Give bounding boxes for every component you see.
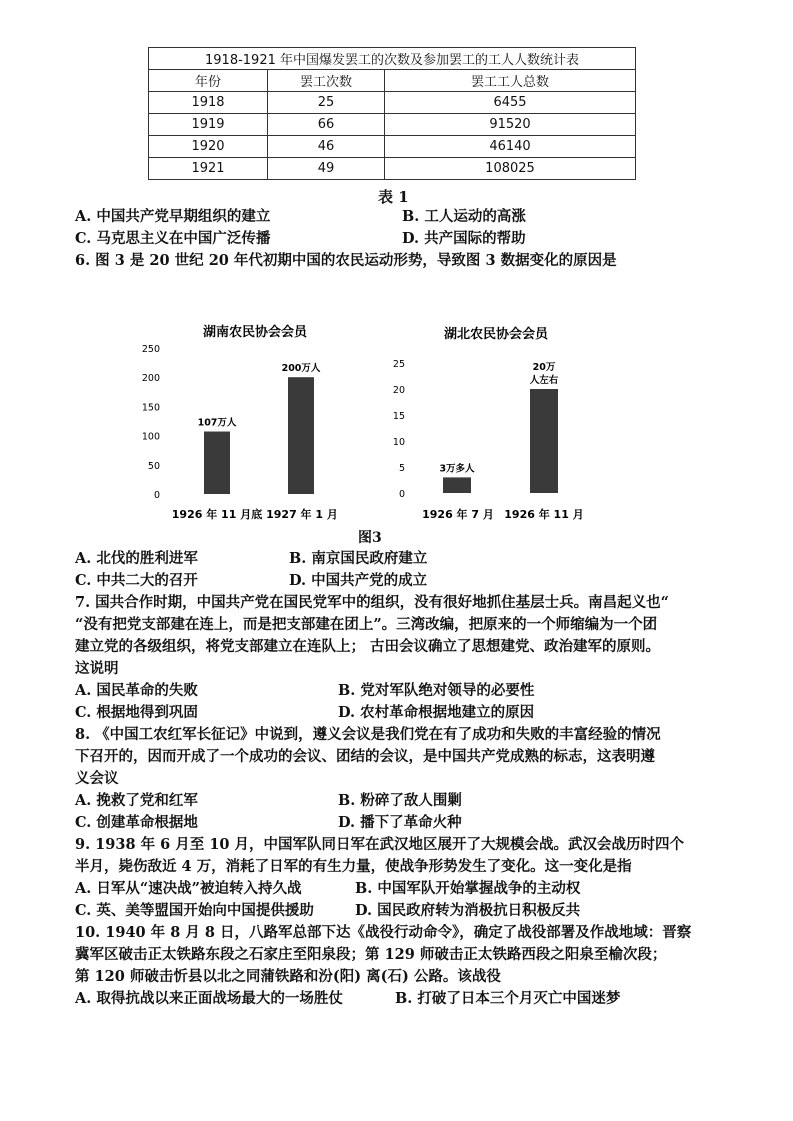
bar-data-label: 20万	[532, 362, 556, 373]
q10-option-b: B. 打破了日本三个月灭亡中国迷梦	[395, 990, 621, 1007]
table-cell: 49	[268, 158, 385, 180]
q10-stem-line-1: 10. 1940 年 8 月 8 日，八路军总部下达《战役行动命令》，确定了战役部署及作战地域：晋察	[75, 924, 692, 941]
y-tick-label: 0	[398, 489, 405, 500]
q8-option-a: A. 挽救了党和红军	[75, 792, 198, 809]
table-cell: 1921	[149, 158, 268, 180]
y-tick-label: 100	[141, 431, 160, 443]
chart-hubei	[393, 326, 584, 521]
q8-stem-line-3: 义会议	[75, 770, 119, 787]
table-row	[149, 114, 636, 136]
q9-stem-line-2: 半月，毙伤敌近 4 万，消耗了日军的有生力量，使战争形势发生了变化。这一变化是指	[75, 858, 632, 875]
y-tick-label: 5	[398, 463, 405, 474]
y-tick-label: 25	[392, 359, 405, 370]
bar-data-label: 200万人	[281, 363, 321, 375]
q7-option-a: A. 国民革命的失败	[75, 682, 198, 699]
q6-stem: 6. 图 3 是 20 世纪 20 年代初期中国的农民运动形势，导致图 3 数据变化的原因是	[75, 252, 617, 269]
q9-stem-line-1: 9. 1938 年 6 月至 10 月，中国军队同日军在武汉地区展开了大规模会战。武汉会战历时四个	[75, 836, 685, 853]
bar-data-label: 107万人	[197, 417, 237, 429]
q7-stem-line-4: 这说明	[75, 660, 119, 677]
q9-option-a: A. 日军从“速决战”被迫转入持久战	[75, 880, 302, 897]
category-label: 1927 年 1 月	[266, 508, 338, 521]
q9-option-b: B. 中国军队开始掌握战争的主动权	[355, 880, 581, 897]
table-cell: 1918	[149, 92, 268, 114]
q7-stem-line-2: “没有把党支部建在连上，而是把支部建在团上”。三湾改编，把原来的一个师缩编为一个团	[75, 616, 658, 633]
header-year: 年份	[149, 70, 268, 92]
q10-stem-line-2: 冀军区破击正太铁路东段之石家庄至阳泉段；第 129 师破击正太铁路西段之阳泉至榆次段；	[75, 946, 667, 963]
q7-stem-line-1: 7. 国共合作时期，中国共产党在国民党军中的组织，没有很好地抓住基层士兵。南昌起义也“	[75, 594, 670, 611]
q5-option-a: A. 中国共产党早期组织的建立	[75, 208, 271, 225]
table-cell: 1919	[149, 114, 268, 136]
category-label: 1926 年 11 月底	[171, 508, 263, 521]
category-label: 1926 年 11 月	[504, 508, 584, 521]
y-tick-label: 150	[141, 402, 160, 414]
q10-stem-line-3: 第 120 师破击忻县以北之同蒲铁路和汾(阳) 离(石) 公路。该战役	[75, 968, 501, 985]
table-cell: 108025	[385, 158, 636, 180]
y-tick-label: 20	[392, 385, 405, 396]
table-cell: 46	[268, 136, 385, 158]
q8-option-d: D. 播下了革命火种	[338, 814, 462, 831]
q5-option-c: C. 马克思主义在中国广泛传播	[75, 230, 271, 247]
y-tick-label: 50	[147, 460, 160, 472]
bar	[443, 477, 471, 493]
q8-option-c: C. 创建革命根据地	[75, 814, 198, 831]
category-label: 1926 年 7 月	[422, 508, 494, 521]
bar	[530, 389, 558, 493]
table-row	[149, 92, 636, 114]
y-tick-label: 15	[392, 411, 405, 422]
table-cell: 6455	[385, 92, 636, 114]
q6-option-a: A. 北伐的胜利进军	[75, 550, 198, 567]
table-title-row	[149, 48, 636, 70]
q6-option-c: C. 中共二大的召开	[75, 572, 198, 589]
q7-option-c: C. 根据地得到巩固	[75, 704, 198, 721]
table-row	[149, 136, 636, 158]
bar-data-label: 3万多人	[439, 463, 475, 475]
q8-option-b: B. 粉碎了敌人围剿	[338, 792, 462, 809]
header-worker-total: 罢工工人总数	[385, 70, 636, 92]
q6-option-b: B. 南京国民政府建立	[289, 550, 428, 567]
table-cell: 46140	[385, 136, 636, 158]
y-tick-label: 10	[392, 437, 405, 448]
table-row	[149, 158, 636, 180]
q7-stem-line-3: 建立党的各级组织，将党支部建立在连队上； 古田会议确立了思想建党、政治建军的原则。	[75, 638, 661, 655]
chart-hunan	[142, 324, 338, 521]
y-tick-label: 200	[141, 373, 160, 385]
table-title: 1918-1921 年中国爆发罢工的次数及参加罢工的工人人数统计表	[149, 48, 636, 70]
bar	[204, 432, 230, 494]
table-cell: 91520	[385, 114, 636, 136]
q5-option-b: B. 工人运动的高涨	[402, 208, 526, 225]
q8-stem-line-1: 8. 《中国工农红军长征记》中说到，遵义会议是我们党在有了成功和失败的丰富经验的情况	[75, 726, 661, 743]
q9-option-c: C. 英、美等盟国开始向中国提供援助	[75, 902, 314, 919]
header-strike-count: 罢工次数	[268, 70, 385, 92]
chart-title: 湖南农民协会会员	[202, 325, 308, 340]
q6-option-d: D. 中国共产党的成立	[289, 572, 428, 589]
bar-data-label: 人左右	[529, 375, 559, 386]
figure-3-charts	[130, 310, 630, 525]
table-cell: 66	[268, 114, 385, 136]
chart-title: 湖北农民协会会员	[443, 327, 549, 342]
y-tick-label: 0	[153, 490, 160, 501]
q8-stem-line-2: 下召开的，因而开成了一个成功的会议、团结的会议，是中国共产党成熟的标志，这表明遵	[75, 748, 655, 765]
table-caption: 表 1	[378, 188, 409, 206]
table-cell: 1920	[149, 136, 268, 158]
strike-statistics-table	[148, 47, 636, 180]
table-cell: 25	[268, 92, 385, 114]
table-header-row	[149, 70, 636, 92]
q7-option-d: D. 农村革命根据地建立的原因	[338, 704, 535, 721]
y-tick-label: 250	[141, 344, 160, 355]
q10-option-a: A. 取得抗战以来正面战场最大的一场胜仗	[75, 990, 343, 1007]
bar	[288, 377, 314, 494]
q9-option-d: D. 国民政府转为消极抗日积极反共	[355, 902, 581, 919]
q7-option-b: B. 党对军队绝对领导的必要性	[338, 682, 535, 699]
q5-option-d: D. 共产国际的帮助	[402, 230, 526, 247]
figure-caption: 图3	[358, 530, 382, 546]
